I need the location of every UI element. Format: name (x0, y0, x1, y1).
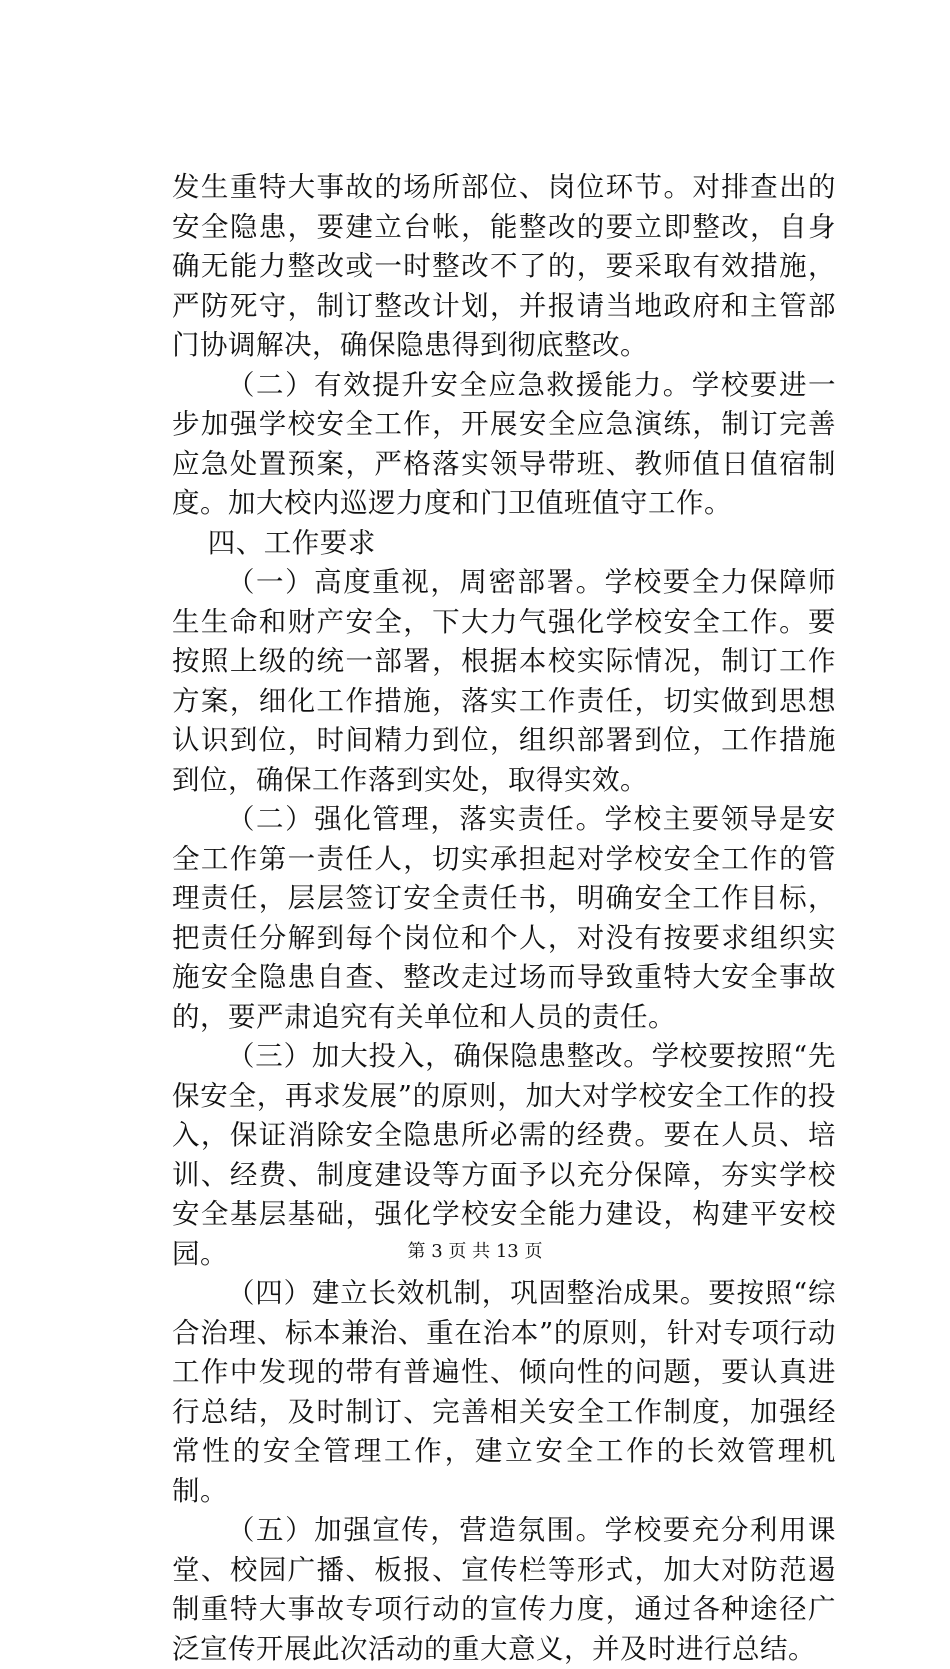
paragraph-requirement-1: （一）高度重视，周密部署。学校要全力保障师生生命和财产安全，下大力气强化学校安全工作。要按照上级的统一部署，根据本校实际情况，制订工作方案，细化工作措施，落实工作责任，切实做到思想认识到位，时间精力到位，组织部署到位，工作措施到位，确保工作落到实处，取得实效。 (172, 566, 836, 796)
paragraph-requirement-5: （五）加强宣传，营造氛围。学校要充分利用课堂、校园广播、板报、宣传栏等形式，加大对防范遏制重特大事故专项行动的宣传力度，通过各种途径广泛宣传开展此次活动的重大意义，并及时进行总结。 (172, 1514, 836, 1665)
section-heading-work-requirements: 四、工作要求 (207, 526, 376, 559)
paragraph-continued: 发生重特大事故的场所部位、岗位环节。对排查出的安全隐患，要建立台帐，能整改的要立即整改，自身确无能力整改或一时整改不了的，要采取有效措施，严防死守，制订整改计划，并报请当地政府和主管部门协调解决，确保隐患得到彻底整改。 (172, 171, 836, 361)
page-footer: 第 3 页 共 13 页 (407, 1241, 543, 1262)
paragraph-requirement-3: （三）加大投入，确保隐患整改。学校要按照“先保安全，再求发展”的原则，加大对学校安全工作的投入，保证消除安全隐患所必需的经费。要在人员、培训、经费、制度建设等方面予以充分保障，夯实学校安全基层基础，强化学校安全能力建设，构建平安校园。 (172, 1040, 836, 1270)
paragraph-requirement-4: （四）建立长效机制，巩固整治成果。要按照“综合治理、标本兼治、重在治本”的原则，针对专项行动工作中发现的带有普遍性、倾向性的问题，要认真进行总结，及时制订、完善相关安全工作制度，加强经常性的安全管理工作，建立安全工作的长效管理机制。 (172, 1277, 836, 1507)
paragraph-emergency-rescue: （二）有效提升安全应急救援能力。学校要进一步加强学校安全工作，开展安全应急演练，制订完善应急处置预案，严格落实领导带班、教师值日值宿制度。加大校内巡逻力度和门卫值班值守工作。 (172, 368, 836, 519)
paragraph-requirement-2: （二）强化管理，落实责任。学校主要领导是安全工作第一责任人，切实承担起对学校安全工作的管理责任，层层签订安全责任书，明确安全工作目标，把责任分解到每个岗位和个人，对没有按要求组织实施安全隐患自查、整改走过场而导致重特大安全事故的，要严肃追究有关单位和人员的责任。 (172, 803, 836, 1033)
document-body (172, 168, 836, 1669)
